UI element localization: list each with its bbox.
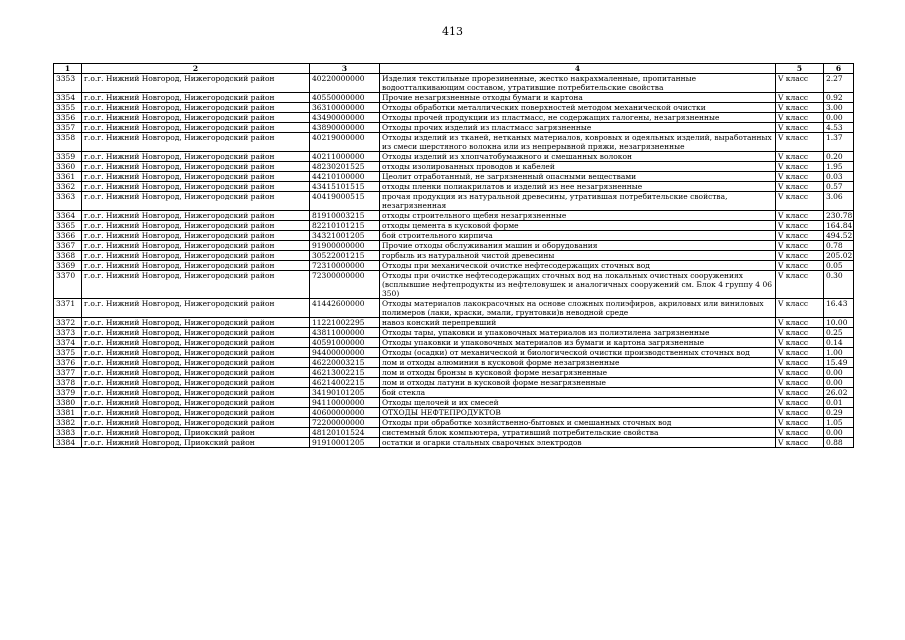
territory-cell: г.о.г. Нижний Новгород, Нижегородский район: [82, 299, 310, 318]
waste-description-cell: отходы изолированных проводов и кабелей: [380, 162, 776, 172]
amount-cell: 1.37: [824, 133, 854, 152]
hazard-class-cell: V класс: [776, 299, 824, 318]
header-cell: 2: [82, 64, 310, 74]
table-row: [54, 172, 854, 182]
hazard-class-cell: V класс: [776, 318, 824, 328]
hazard-class-cell: V класс: [776, 388, 824, 398]
table-row: [54, 74, 854, 93]
page-number: 413: [442, 25, 463, 38]
territory-cell: г.о.г. Нижний Новгород, Нижегородский район: [82, 328, 310, 338]
amount-cell: 0.78: [824, 241, 854, 251]
territory-cell: г.о.г. Нижний Новгород, Нижегородский район: [82, 211, 310, 221]
waste-description-cell: Отходы прочих изделий из пластмасс загрязненные: [380, 123, 776, 133]
hazard-class-cell: V класс: [776, 438, 824, 448]
territory-cell: г.о.г. Нижний Новгород, Нижегородский район: [82, 398, 310, 408]
amount-cell: 0.00: [824, 113, 854, 123]
table-row: [54, 231, 854, 241]
amount-cell: 0.30: [824, 271, 854, 299]
hazard-class-cell: V класс: [776, 261, 824, 271]
header-cell: 5: [776, 64, 824, 74]
waste-description-cell: Отходы прочей продукции из пластмасс, не содержащих галогены, незагрязненные: [380, 113, 776, 123]
table-row: [54, 93, 854, 103]
table-row: [54, 133, 854, 152]
waste-code-cell: 34321001205: [310, 231, 380, 241]
territory-cell: г.о.г. Нижний Новгород, Нижегородский район: [82, 378, 310, 388]
waste-description-cell: отходы цемента в кусковой форме: [380, 221, 776, 231]
waste-description-cell: Отходы при очистке нефтесодержащих сточных вод на локальных очистных сооружениях (всплывшие нефтепродукты из нефтеловушек и аналогичных сооружений см. Блок 4 группу 4 06 350): [380, 271, 776, 299]
territory-cell: г.о.г. Нижний Новгород, Нижегородский район: [82, 152, 310, 162]
waste-code-cell: 36310000000: [310, 103, 380, 113]
amount-cell: 16.43: [824, 299, 854, 318]
territory-cell: г.о.г. Нижний Новгород, Нижегородский район: [82, 221, 310, 231]
amount-cell: 0.92: [824, 93, 854, 103]
waste-code-cell: 82210101215: [310, 221, 380, 231]
row-number-cell: 3377: [54, 368, 82, 378]
waste-description-cell: Отходы изделий из тканей, нетканых материалов, ковровых и одеяльных изделий, выработанных из смеси шерстяного волокна или из непрерывной пряжи, незагрязненные: [380, 133, 776, 152]
territory-cell: г.о.г. Нижний Новгород, Нижегородский район: [82, 123, 310, 133]
hazard-class-cell: V класс: [776, 152, 824, 162]
amount-cell: 0.01: [824, 398, 854, 408]
amount-cell: 1.05: [824, 418, 854, 428]
waste-description-cell: лом и отходы бронзы в кусковой форме незагрязненные: [380, 368, 776, 378]
table-body: [54, 74, 854, 448]
hazard-class-cell: V класс: [776, 348, 824, 358]
hazard-class-cell: V класс: [776, 93, 824, 103]
hazard-class-cell: V класс: [776, 231, 824, 241]
waste-description-cell: прочая продукция из натуральной древесины, утратившая потребительские свойства, незагрязненная: [380, 192, 776, 211]
hazard-class-cell: V класс: [776, 113, 824, 123]
territory-cell: г.о.г. Нижний Новгород, Нижегородский район: [82, 113, 310, 123]
waste-code-cell: 43890000000: [310, 123, 380, 133]
waste-description-cell: бой строительного кирпича: [380, 231, 776, 241]
row-number-cell: 3367: [54, 241, 82, 251]
waste-code-cell: 46220003215: [310, 358, 380, 368]
row-number-cell: 3381: [54, 408, 82, 418]
row-number-cell: 3356: [54, 113, 82, 123]
hazard-class-cell: V класс: [776, 211, 824, 221]
table-row: [54, 261, 854, 271]
waste-code-cell: 91910001205: [310, 438, 380, 448]
waste-description-cell: Отходы щелочей и их смесей: [380, 398, 776, 408]
waste-code-cell: 91900000000: [310, 241, 380, 251]
territory-cell: г.о.г. Нижний Новгород, Нижегородский район: [82, 172, 310, 182]
territory-cell: г.о.г. Нижний Новгород, Нижегородский район: [82, 93, 310, 103]
waste-code-cell: 43490000000: [310, 113, 380, 123]
waste-code-cell: 40591000000: [310, 338, 380, 348]
waste-description-cell: Отходы при обработке хозяйственно-бытовых и смешанных сточных вод: [380, 418, 776, 428]
row-number-cell: 3362: [54, 182, 82, 192]
territory-cell: г.о.г. Нижний Новгород, Нижегородский район: [82, 318, 310, 328]
table-row: [54, 152, 854, 162]
row-number-cell: 3354: [54, 93, 82, 103]
amount-cell: 230.78: [824, 211, 854, 221]
territory-cell: г.о.г. Нижний Новгород, Нижегородский район: [82, 103, 310, 113]
waste-code-cell: 72200000000: [310, 418, 380, 428]
header-cell: 1: [54, 64, 82, 74]
territory-cell: г.о.г. Нижний Новгород, Нижегородский район: [82, 418, 310, 428]
amount-cell: 4.53: [824, 123, 854, 133]
amount-cell: 0.14: [824, 338, 854, 348]
amount-cell: 0.57: [824, 182, 854, 192]
amount-cell: 0.03: [824, 172, 854, 182]
header-cell: 3: [310, 64, 380, 74]
amount-cell: 0.25: [824, 328, 854, 338]
amount-cell: 0.29: [824, 408, 854, 418]
table-row: [54, 378, 854, 388]
hazard-class-cell: V класс: [776, 368, 824, 378]
waste-description-cell: горбыль из натуральной чистой древесины: [380, 251, 776, 261]
waste-description-cell: Прочие отходы обслуживания машин и оборудования: [380, 241, 776, 251]
row-number-cell: 3378: [54, 378, 82, 388]
table-row: [54, 211, 854, 221]
row-number-cell: 3361: [54, 172, 82, 182]
hazard-class-cell: V класс: [776, 123, 824, 133]
hazard-class-cell: V класс: [776, 358, 824, 368]
waste-description-cell: Отходы (осадки) от механической и биологической очистки производственных сточных вод: [380, 348, 776, 358]
waste-description-cell: навоз конский перепревший: [380, 318, 776, 328]
waste-description-cell: Отходы тары, упаковки и упаковочных материалов из полиэтилена загрязненные: [380, 328, 776, 338]
table-row: [54, 358, 854, 368]
amount-cell: 0.00: [824, 428, 854, 438]
waste-registry-table: [53, 63, 854, 448]
territory-cell: г.о.г. Нижний Новгород, Нижегородский район: [82, 358, 310, 368]
amount-cell: 3.00: [824, 103, 854, 113]
waste-code-cell: 94400000000: [310, 348, 380, 358]
amount-cell: 15.49: [824, 358, 854, 368]
hazard-class-cell: V класс: [776, 271, 824, 299]
waste-code-cell: 11221002295: [310, 318, 380, 328]
amount-cell: 26.02: [824, 388, 854, 398]
territory-cell: г.о.г. Нижний Новгород, Нижегородский район: [82, 192, 310, 211]
row-number-cell: 3374: [54, 338, 82, 348]
table-row: [54, 123, 854, 133]
row-number-cell: 3360: [54, 162, 82, 172]
row-number-cell: 3372: [54, 318, 82, 328]
territory-cell: г.о.г. Нижний Новгород, Нижегородский район: [82, 182, 310, 192]
row-number-cell: 3355: [54, 103, 82, 113]
row-number-cell: 3366: [54, 231, 82, 241]
amount-cell: 10.00: [824, 318, 854, 328]
row-number-cell: 3375: [54, 348, 82, 358]
table-row: [54, 271, 854, 299]
waste-code-cell: 40419000515: [310, 192, 380, 211]
waste-description-cell: лом и отходы латуни в кусковой форме незагрязненные: [380, 378, 776, 388]
territory-cell: г.о.г. Нижний Новгород, Нижегородский район: [82, 251, 310, 261]
territory-cell: г.о.г. Нижний Новгород, Нижегородский район: [82, 348, 310, 358]
waste-description-cell: системный блок компьютера, утративший потребительские свойства: [380, 428, 776, 438]
table-row: [54, 388, 854, 398]
waste-code-cell: 40550000000: [310, 93, 380, 103]
table-row: [54, 368, 854, 378]
hazard-class-cell: V класс: [776, 74, 824, 93]
hazard-class-cell: V класс: [776, 378, 824, 388]
waste-code-cell: 43415101515: [310, 182, 380, 192]
row-number-cell: 3368: [54, 251, 82, 261]
table-row: [54, 113, 854, 123]
table-row: [54, 162, 854, 172]
waste-description-cell: остатки и огарки стальных сварочных электродов: [380, 438, 776, 448]
table-row: [54, 328, 854, 338]
row-number-cell: 3379: [54, 388, 82, 398]
waste-code-cell: 46214002215: [310, 378, 380, 388]
waste-description-cell: Прочие незагрязненные отходы бумаги и картона: [380, 93, 776, 103]
header-row: [54, 64, 854, 74]
amount-cell: 0.20: [824, 152, 854, 162]
amount-cell: 0.88: [824, 438, 854, 448]
hazard-class-cell: V класс: [776, 221, 824, 231]
amount-cell: 205.02: [824, 251, 854, 261]
territory-cell: г.о.г. Нижний Новгород, Нижегородский район: [82, 133, 310, 152]
row-number-cell: 3376: [54, 358, 82, 368]
territory-cell: г.о.г. Нижний Новгород, Нижегородский район: [82, 74, 310, 93]
waste-description-cell: Отходы изделий из хлопчатобумажного и смешанных волокон: [380, 152, 776, 162]
waste-description-cell: Отходы при механической очистке нефтесодержащих сточных вод: [380, 261, 776, 271]
row-number-cell: 3353: [54, 74, 82, 93]
territory-cell: г.о.г. Нижний Новгород, Нижегородский район: [82, 261, 310, 271]
hazard-class-cell: V класс: [776, 182, 824, 192]
waste-code-cell: 34190101205: [310, 388, 380, 398]
table-row: [54, 428, 854, 438]
hazard-class-cell: V класс: [776, 428, 824, 438]
row-number-cell: 3382: [54, 418, 82, 428]
waste-description-cell: лом и отходы алюминия в кусковой форме незагрязненные: [380, 358, 776, 368]
amount-cell: 494.52: [824, 231, 854, 241]
hazard-class-cell: V класс: [776, 398, 824, 408]
table-row: [54, 103, 854, 113]
hazard-class-cell: V класс: [776, 328, 824, 338]
waste-code-cell: 44210100000: [310, 172, 380, 182]
row-number-cell: 3380: [54, 398, 82, 408]
waste-code-cell: 43811000000: [310, 328, 380, 338]
table-row: [54, 318, 854, 328]
hazard-class-cell: V класс: [776, 103, 824, 113]
waste-code-cell: 41442600000: [310, 299, 380, 318]
row-number-cell: 3369: [54, 261, 82, 271]
territory-cell: г.о.г. Нижний Новгород, Нижегородский район: [82, 338, 310, 348]
table-row: [54, 408, 854, 418]
waste-code-cell: 72310000000: [310, 261, 380, 271]
hazard-class-cell: V класс: [776, 162, 824, 172]
territory-cell: г.о.г. Нижний Новгород, Нижегородский район: [82, 162, 310, 172]
row-number-cell: 3370: [54, 271, 82, 299]
waste-description-cell: отходы пленки полиакрилатов и изделий из нее незагрязненные: [380, 182, 776, 192]
waste-description-cell: ОТХОДЫ НЕФТЕПРОДУКТОВ: [380, 408, 776, 418]
waste-description-cell: Отходы материалов лакокрасочных на основе сложных полиэфиров, акриловых или виниловых полимеров (лаки, краски, эмали, грунтовки)в неводной среде: [380, 299, 776, 318]
hazard-class-cell: V класс: [776, 241, 824, 251]
row-number-cell: 3358: [54, 133, 82, 152]
waste-code-cell: 40219000000: [310, 133, 380, 152]
row-number-cell: 3365: [54, 221, 82, 231]
waste-description-cell: Отходы упаковки и упаковочных материалов из бумаги и картона загрязненные: [380, 338, 776, 348]
amount-cell: 1.00: [824, 348, 854, 358]
waste-description-cell: Цеолит отработанный, не загрязненный опасными веществами: [380, 172, 776, 182]
waste-description-cell: Изделия текстильные прорезиненные, жестко накрахмаленные, пропитанные водоотталкивающим составом, утратившие потребительские свойства: [380, 74, 776, 93]
waste-code-cell: 40220000000: [310, 74, 380, 93]
table-row: [54, 438, 854, 448]
territory-cell: г.о.г. Нижний Новгород, Приокский район: [82, 428, 310, 438]
row-number-cell: 3371: [54, 299, 82, 318]
amount-cell: 2.27: [824, 74, 854, 93]
waste-code-cell: 46213002215: [310, 368, 380, 378]
hazard-class-cell: V класс: [776, 251, 824, 261]
amount-cell: 164.84: [824, 221, 854, 231]
row-number-cell: 3373: [54, 328, 82, 338]
hazard-class-cell: V класс: [776, 192, 824, 211]
header-cell: 4: [380, 64, 776, 74]
row-number-cell: 3383: [54, 428, 82, 438]
row-number-cell: 3384: [54, 438, 82, 448]
table-row: [54, 398, 854, 408]
waste-description-cell: Отходы обработки металлических поверхностей методом механической очистки: [380, 103, 776, 113]
waste-code-cell: 94110000000: [310, 398, 380, 408]
territory-cell: г.о.г. Нижний Новгород, Нижегородский район: [82, 388, 310, 398]
table-row: [54, 299, 854, 318]
table-row: [54, 338, 854, 348]
hazard-class-cell: V класс: [776, 338, 824, 348]
table-row: [54, 251, 854, 261]
hazard-class-cell: V класс: [776, 172, 824, 182]
waste-code-cell: 81910003215: [310, 211, 380, 221]
waste-description-cell: отходы строительного щебня незагрязненные: [380, 211, 776, 221]
hazard-class-cell: V класс: [776, 408, 824, 418]
table-row: [54, 241, 854, 251]
amount-cell: 0.00: [824, 378, 854, 388]
waste-code-cell: 40600000000: [310, 408, 380, 418]
waste-description-cell: бой стекла: [380, 388, 776, 398]
waste-code-cell: 48120101524: [310, 428, 380, 438]
table-row: [54, 221, 854, 231]
table-row: [54, 348, 854, 358]
territory-cell: г.о.г. Нижний Новгород, Нижегородский район: [82, 231, 310, 241]
territory-cell: г.о.г. Нижний Новгород, Нижегородский район: [82, 241, 310, 251]
row-number-cell: 3364: [54, 211, 82, 221]
table-row: [54, 192, 854, 211]
table-row: [54, 182, 854, 192]
hazard-class-cell: V класс: [776, 418, 824, 428]
amount-cell: 0.00: [824, 368, 854, 378]
amount-cell: 0.05: [824, 261, 854, 271]
table-row: [54, 418, 854, 428]
hazard-class-cell: V класс: [776, 133, 824, 152]
territory-cell: г.о.г. Нижний Новгород, Нижегородский район: [82, 271, 310, 299]
header-cell: 6: [824, 64, 854, 74]
territory-cell: г.о.г. Нижний Новгород, Нижегородский район: [82, 368, 310, 378]
row-number-cell: 3363: [54, 192, 82, 211]
territory-cell: г.о.г. Нижний Новгород, Нижегородский район: [82, 408, 310, 418]
row-number-cell: 3357: [54, 123, 82, 133]
row-number-cell: 3359: [54, 152, 82, 162]
waste-code-cell: 48230201525: [310, 162, 380, 172]
waste-code-cell: 30522001215: [310, 251, 380, 261]
waste-code-cell: 72300000000: [310, 271, 380, 299]
amount-cell: 1.95: [824, 162, 854, 172]
amount-cell: 3.06: [824, 192, 854, 211]
waste-code-cell: 40211000000: [310, 152, 380, 162]
territory-cell: г.о.г. Нижний Новгород, Приокский район: [82, 438, 310, 448]
